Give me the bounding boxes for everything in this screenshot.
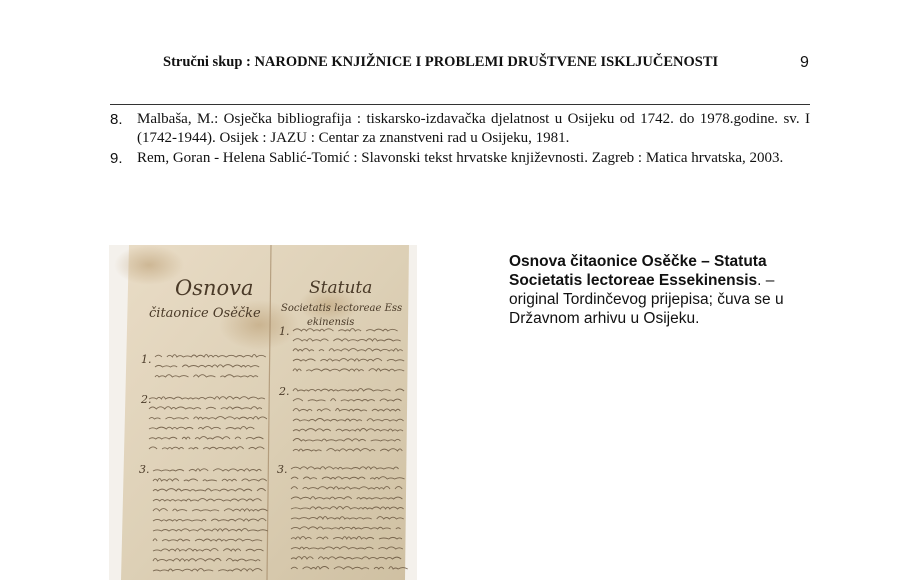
manuscript-image <box>109 245 417 580</box>
reference-list <box>110 110 810 169</box>
caption-title: Osnova čitaonice Osěčke – Statuta Societatis lectoreae Essekinensis <box>509 253 767 289</box>
manuscript-left-subtitle: čitaonice Osěčke <box>149 306 261 321</box>
reference-item <box>110 110 810 148</box>
section-number: 2. <box>279 385 290 398</box>
running-header: Stručni skup : NARODNE KNJIŽNICE I PROBLEMI DRUŠTVENE ISKLJUČENOSTI <box>163 54 719 70</box>
section-number: 2. <box>141 393 152 406</box>
header-divider <box>110 104 810 105</box>
caption-title-end: . <box>757 272 762 289</box>
reference-text: Rem, Goran - Helena Sablić-Tomić : Slavonski tekst hrvatske književnosti. Zagreb : Matica hrvatska, 2003. <box>137 150 784 166</box>
manuscript-right-subtitle: Societatis lectoreae Ess <box>281 303 403 314</box>
reference-number: 9. <box>110 150 123 167</box>
manuscript-left-title: Osnova <box>175 276 254 300</box>
reference-text: Malbaša, M.: Osječka bibliografija : tiskarsko-izdavačka djelatnost u Osijeku od 1742. do 1978.godine. sv. I (1742-1944). Osijek : JAZU : Centar za znanstveni rad u Osijeku, 1981. <box>137 111 810 146</box>
manuscript-photo <box>109 245 417 580</box>
section-number: 1. <box>279 325 290 338</box>
reference-number: 8. <box>110 111 123 128</box>
manuscript-right-subtitle-2: ekinensis <box>307 317 355 328</box>
section-number: 3. <box>139 463 150 476</box>
reference-item <box>110 149 810 168</box>
caption-body: – original Tordinčevog prijepisa; čuva se u Državnom arhivu u Osijeku. <box>509 272 784 327</box>
section-number: 1. <box>141 353 152 366</box>
figure-caption <box>509 252 809 328</box>
page-number: 9 <box>800 54 809 71</box>
manuscript-right-title: Statuta <box>309 278 373 298</box>
section-number: 3. <box>277 463 288 476</box>
